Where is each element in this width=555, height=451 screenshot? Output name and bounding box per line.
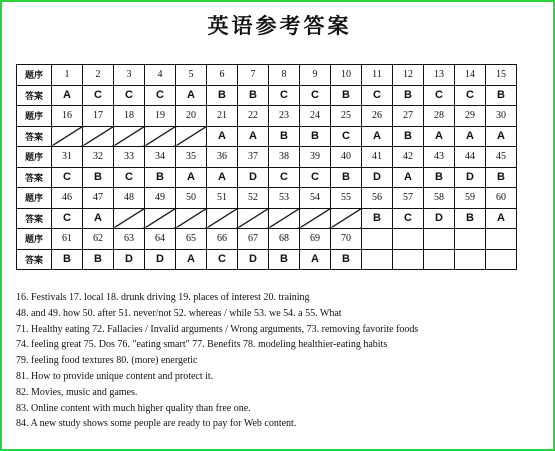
- question-number-cell: 34: [145, 147, 176, 168]
- question-number-cell: 63: [114, 229, 145, 250]
- question-number-cell: 39: [300, 147, 331, 168]
- answer-line: 81. How to provide unique content and protect it.: [16, 370, 214, 382]
- answer-cell: C: [393, 208, 424, 229]
- answer-cell: A: [176, 167, 207, 188]
- answer-line: 79. feeling food textures 80. (more) energetic: [16, 355, 198, 367]
- question-number-cell: 57: [393, 188, 424, 209]
- question-number-cell: 17: [83, 106, 114, 127]
- answer-cell: B: [331, 167, 362, 188]
- question-number-cell: 29: [455, 106, 486, 127]
- answer-cell: A: [176, 85, 207, 106]
- question-number-cell: [455, 229, 486, 250]
- question-number-cell: 23: [269, 106, 300, 127]
- answer-cell: A: [83, 208, 114, 229]
- answer-cell: [238, 208, 269, 229]
- answer-cell: D: [145, 249, 176, 270]
- answer-cell: [424, 249, 455, 270]
- question-number-cell: 53: [269, 188, 300, 209]
- answer-cell: [393, 249, 424, 270]
- answer-cell: [269, 208, 300, 229]
- answer-cell: C: [114, 85, 145, 106]
- written-answers: [16, 290, 546, 432]
- answer-cell: C: [424, 85, 455, 106]
- answer-cell: [52, 126, 83, 147]
- answer-line: 71. Healthy eating 72. Fallacies / Invalid arguments / Wrong arguments, 73. removing favorite foods: [16, 323, 419, 335]
- question-number-cell: 51: [207, 188, 238, 209]
- question-number-cell: 37: [238, 147, 269, 168]
- question-number-cell: 10: [331, 65, 362, 86]
- answer-cell: B: [331, 249, 362, 270]
- answer-cell: [362, 249, 393, 270]
- question-number-cell: 22: [238, 106, 269, 127]
- question-number-cell: 65: [176, 229, 207, 250]
- answer-cell: [145, 208, 176, 229]
- answer-cell: A: [176, 249, 207, 270]
- question-number-cell: 54: [300, 188, 331, 209]
- question-number-cell: [486, 229, 517, 250]
- question-number-cell: 26: [362, 106, 393, 127]
- question-number-cell: 70: [331, 229, 362, 250]
- answer-cell: [176, 208, 207, 229]
- question-number-cell: 13: [424, 65, 455, 86]
- answer-cell: A: [393, 167, 424, 188]
- question-number-cell: 9: [300, 65, 331, 86]
- row-label-question-number: 题序: [17, 188, 52, 209]
- answer-line: 83. Online content with much higher quality than free one.: [16, 402, 251, 414]
- question-number-cell: [393, 229, 424, 250]
- question-number-cell: 20: [176, 106, 207, 127]
- row-label-answer: 答案: [17, 126, 52, 147]
- question-number-cell: 27: [393, 106, 424, 127]
- question-number-cell: 16: [52, 106, 83, 127]
- question-number-cell: 7: [238, 65, 269, 86]
- answer-line: 16. Festivals 17. local 18. drunk driving 19. places of interest 20. training: [16, 292, 310, 303]
- question-number-cell: 33: [114, 147, 145, 168]
- question-number-cell: 64: [145, 229, 176, 250]
- question-number-cell: 45: [486, 147, 517, 168]
- question-number-cell: 31: [52, 147, 83, 168]
- question-number-cell: 60: [486, 188, 517, 209]
- answer-row: [17, 126, 517, 147]
- answer-cell: [83, 126, 114, 147]
- answer-cell: B: [486, 167, 517, 188]
- answer-cell: A: [300, 249, 331, 270]
- answer-cell: C: [52, 167, 83, 188]
- answer-cell: B: [424, 167, 455, 188]
- answer-cell: B: [300, 126, 331, 147]
- answer-cell: [145, 126, 176, 147]
- answer-cell: B: [455, 208, 486, 229]
- question-number-cell: 4: [145, 65, 176, 86]
- question-number-cell: 18: [114, 106, 145, 127]
- row-label-answer: 答案: [17, 249, 52, 270]
- answer-cell: C: [52, 208, 83, 229]
- question-number-row: [17, 106, 517, 127]
- question-number-cell: 47: [83, 188, 114, 209]
- question-number-cell: 40: [331, 147, 362, 168]
- question-number-cell: 68: [269, 229, 300, 250]
- answer-cell: C: [362, 85, 393, 106]
- answer-cell: B: [269, 249, 300, 270]
- answer-cell: C: [207, 249, 238, 270]
- answer-cell: A: [238, 126, 269, 147]
- answer-cell: A: [424, 126, 455, 147]
- answer-cell: D: [238, 167, 269, 188]
- answer-cell: A: [486, 126, 517, 147]
- question-number-cell: 14: [455, 65, 486, 86]
- answer-cell: [331, 208, 362, 229]
- answer-line: 84. A new study shows some people are ready to pay for Web content.: [16, 418, 297, 430]
- answer-cell: B: [269, 126, 300, 147]
- question-number-row: [17, 229, 517, 250]
- answer-cell: B: [83, 167, 114, 188]
- question-number-cell: 3: [114, 65, 145, 86]
- answer-cell: B: [83, 249, 114, 270]
- answer-cell: A: [362, 126, 393, 147]
- question-number-cell: 44: [455, 147, 486, 168]
- question-number-cell: 46: [52, 188, 83, 209]
- answer-cell: B: [207, 85, 238, 106]
- answer-cell: B: [331, 85, 362, 106]
- answer-cell: [176, 126, 207, 147]
- answer-cell: C: [455, 85, 486, 106]
- answer-cell: C: [114, 167, 145, 188]
- row-label-answer: 答案: [17, 85, 52, 106]
- row-label-question-number: 题序: [17, 106, 52, 127]
- answer-cell: D: [114, 249, 145, 270]
- answer-cell: D: [238, 249, 269, 270]
- question-number-cell: 1: [52, 65, 83, 86]
- question-number-cell: 42: [393, 147, 424, 168]
- answer-cell: B: [52, 249, 83, 270]
- answer-row: [17, 85, 517, 106]
- answer-cell: A: [486, 208, 517, 229]
- answer-cell: [207, 208, 238, 229]
- answer-row: [17, 208, 517, 229]
- question-number-row: [17, 65, 517, 86]
- row-label-question-number: 题序: [17, 65, 52, 86]
- question-number-cell: 25: [331, 106, 362, 127]
- question-number-cell: 58: [424, 188, 455, 209]
- question-number-cell: 66: [207, 229, 238, 250]
- question-number-cell: 12: [393, 65, 424, 86]
- question-number-cell: 28: [424, 106, 455, 127]
- answer-line: 74. feeling great 75. Dos 76. "eating smart" 77. Benefits 78. modeling healthier-eating habits: [16, 339, 388, 351]
- question-number-cell: 35: [176, 147, 207, 168]
- question-number-cell: 8: [269, 65, 300, 86]
- answer-cell: [300, 208, 331, 229]
- answer-line: 48. and 49. how 50. after 51. never/not 52. whereas / while 53. we 54. a 55. What: [16, 307, 342, 319]
- question-number-cell: 67: [238, 229, 269, 250]
- question-number-cell: 5: [176, 65, 207, 86]
- question-number-cell: 36: [207, 147, 238, 168]
- question-number-cell: [424, 229, 455, 250]
- question-number-cell: 32: [83, 147, 114, 168]
- answer-cell: B: [486, 85, 517, 106]
- row-label-answer: 答案: [17, 167, 52, 188]
- question-number-cell: 6: [207, 65, 238, 86]
- answer-line: 82. Movies, music and games.: [16, 386, 138, 398]
- answer-cell: A: [207, 167, 238, 188]
- question-number-cell: 56: [362, 188, 393, 209]
- question-number-cell: 59: [455, 188, 486, 209]
- question-number-cell: 55: [331, 188, 362, 209]
- question-number-cell: 2: [83, 65, 114, 86]
- question-number-cell: 69: [300, 229, 331, 250]
- question-number-cell: [362, 229, 393, 250]
- answer-cell: B: [362, 208, 393, 229]
- answer-cell: A: [455, 126, 486, 147]
- answer-cell: C: [300, 167, 331, 188]
- answer-cell: C: [300, 85, 331, 106]
- question-number-cell: 62: [83, 229, 114, 250]
- answer-cell: D: [362, 167, 393, 188]
- answer-cell: C: [145, 85, 176, 106]
- row-label-question-number: 题序: [17, 229, 52, 250]
- answer-row: [17, 249, 517, 270]
- answer-cell: D: [455, 167, 486, 188]
- answer-cell: [455, 249, 486, 270]
- question-number-cell: 11: [362, 65, 393, 86]
- question-number-cell: 49: [145, 188, 176, 209]
- question-number-cell: 38: [269, 147, 300, 168]
- question-number-cell: 19: [145, 106, 176, 127]
- answer-cell: B: [145, 167, 176, 188]
- row-label-answer: 答案: [17, 208, 52, 229]
- answer-cell: A: [207, 126, 238, 147]
- answer-cell: A: [52, 85, 83, 106]
- answer-cell: [486, 249, 517, 270]
- answer-cell: [114, 126, 145, 147]
- question-number-cell: 15: [486, 65, 517, 86]
- answer-cell: C: [269, 85, 300, 106]
- question-number-cell: 24: [300, 106, 331, 127]
- question-number-cell: 48: [114, 188, 145, 209]
- answer-cell: B: [238, 85, 269, 106]
- question-number-cell: 21: [207, 106, 238, 127]
- question-number-cell: 43: [424, 147, 455, 168]
- question-number-cell: 30: [486, 106, 517, 127]
- answer-cell: [114, 208, 145, 229]
- question-number-cell: 50: [176, 188, 207, 209]
- question-number-cell: 61: [52, 229, 83, 250]
- page-title: 英语参考答案: [207, 14, 352, 38]
- answer-table: [16, 64, 517, 270]
- answer-row: [17, 167, 517, 188]
- question-number-row: [17, 147, 517, 168]
- question-number-cell: 41: [362, 147, 393, 168]
- answer-cell: C: [331, 126, 362, 147]
- question-number-cell: 52: [238, 188, 269, 209]
- answer-cell: C: [83, 85, 114, 106]
- answer-cell: B: [393, 85, 424, 106]
- answer-cell: C: [269, 167, 300, 188]
- answer-cell: D: [424, 208, 455, 229]
- row-label-question-number: 题序: [17, 147, 52, 168]
- question-number-row: [17, 188, 517, 209]
- answer-cell: B: [393, 126, 424, 147]
